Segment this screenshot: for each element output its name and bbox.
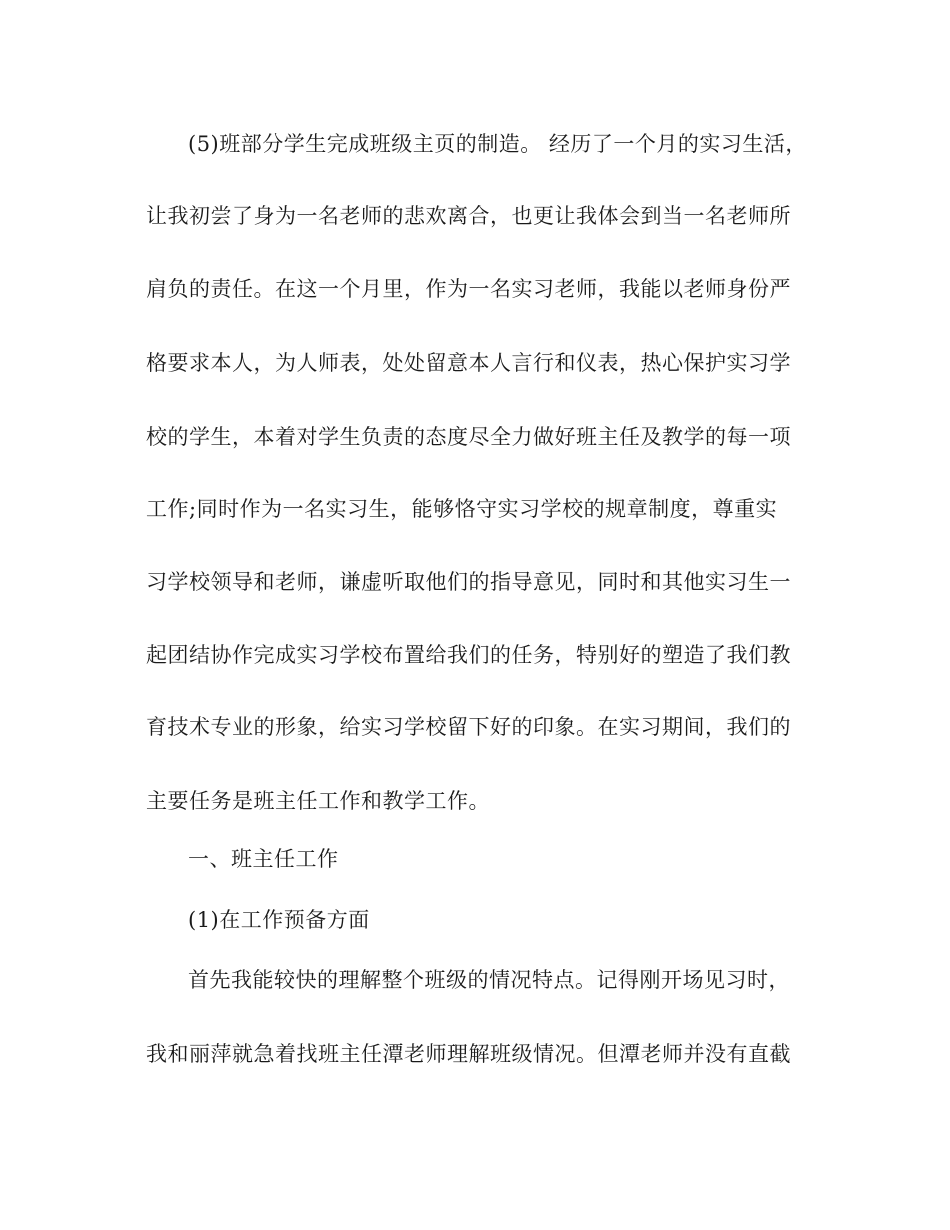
text-line: 育技术专业的形象，给实习学校留下好的印象。在实习期间，我们的 <box>146 715 791 739</box>
section-heading: 一、班主任工作 <box>188 847 339 871</box>
text-line: 起团结协作完成实习学校布置给我们的任务，特别好的塑造了我们教 <box>146 643 791 667</box>
text-line: (5)班部分学生完成班级主页的制造。 经历了一个月的实习生活， <box>188 132 807 156</box>
subsection-heading: (1)在工作预备方面 <box>188 908 370 932</box>
text-line: 主要任务是班主任工作和教学工作。 <box>146 789 490 813</box>
text-line: 校的学生，本着对学生负责的态度尽全力做好班主任及教学的每一项 <box>146 425 791 449</box>
text-line: 肩负的责任。在这一个月里，作为一名实习老师，我能以老师身份严 <box>146 277 791 301</box>
text-line: 格要求本人，为人师表，处处留意本人言行和仪表，热心保护实习学 <box>146 351 791 375</box>
text-line: 让我初尝了身为一名老师的悲欢离合，也更让我体会到当一名老师所 <box>146 204 791 228</box>
text-line: 首先我能较快的理解整个班级的情况特点。记得刚开场见习时， <box>188 968 790 992</box>
text-line: 工作;同时作为一名实习生，能够恪守实习学校的规章制度，尊重实 <box>146 497 778 521</box>
text-line: 我和丽萍就急着找班主任潭老师理解班级情况。但潭老师并没有直截 <box>146 1042 791 1066</box>
text-line: 习学校领导和老师，谦虚听取他们的指导意见，同时和其他实习生一 <box>146 570 791 594</box>
